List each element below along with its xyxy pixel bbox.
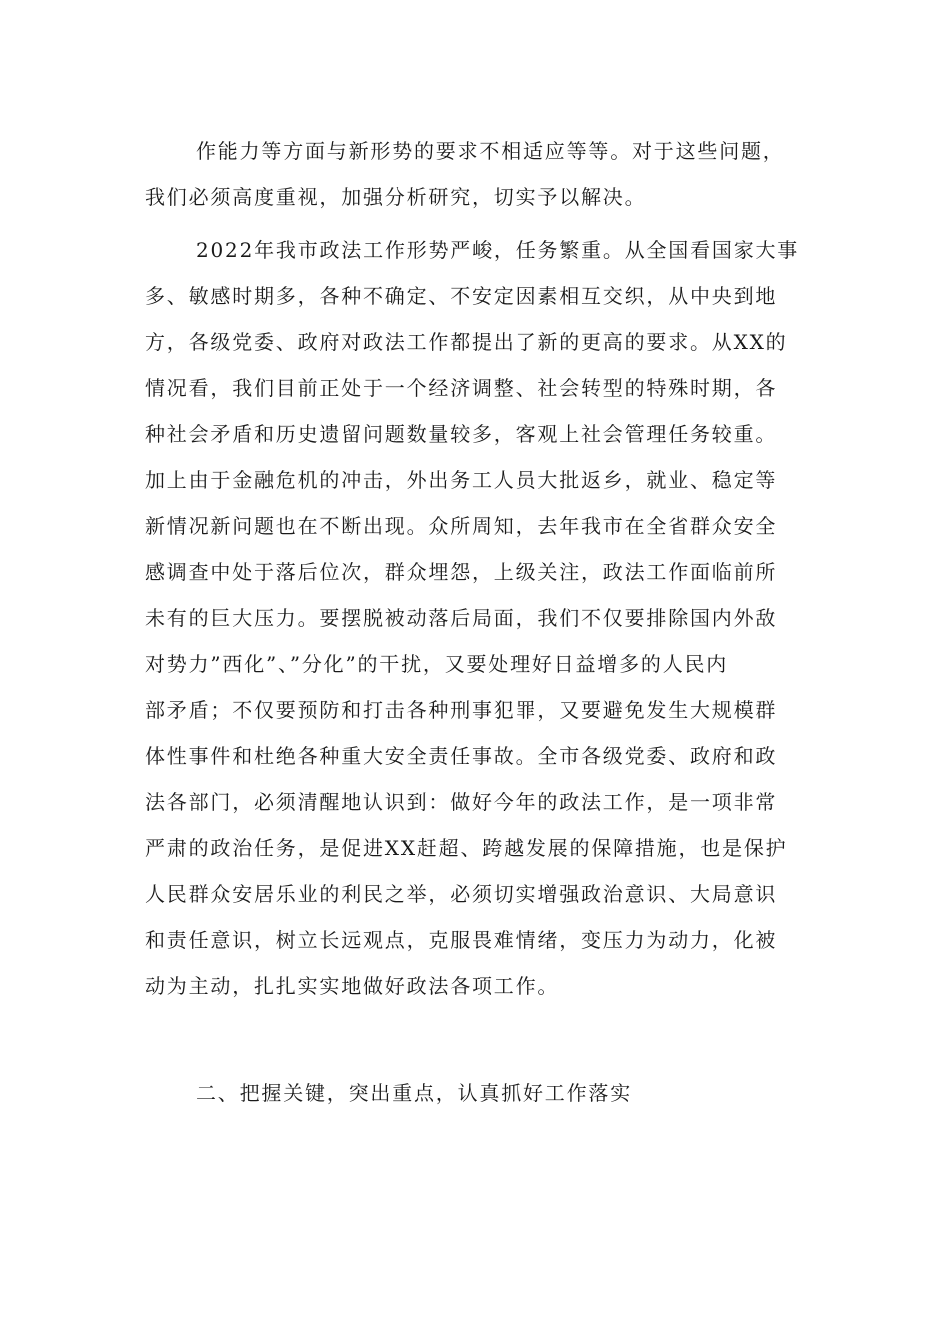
section-heading xyxy=(145,1070,815,1116)
text-line: 作能力等方面与新形势的要求不相适应等等。对于这些问题， xyxy=(196,139,785,163)
text-line: 感调查中处于落后位次，群众埋怨，上级关注，政法工作面临前所 xyxy=(145,560,778,584)
paragraph-situation xyxy=(145,227,815,1009)
text-line: 体性事件和杜绝各种重大安全责任事故。全市各级党委、政府和政 xyxy=(145,744,778,768)
text-line: 未有的巨大压力。要摆脱被动落后局面，我们不仅要排除国内外敌 xyxy=(145,606,778,630)
text-line: 人民群众安居乐业的利民之举，必须切实增强政治意识、大局意识 xyxy=(145,882,778,906)
text-line: 加上由于金融危机的冲击，外出务工人员大批返乡，就业、稳定等 xyxy=(145,468,778,492)
text-line: 动为主动，扎扎实实地做好政法各项工作。 xyxy=(145,974,560,998)
text-line: 2022年我市政法工作形势严峻，任务繁重。从全国看国家大事 xyxy=(196,238,800,262)
text-line: 情况看，我们目前正处于一个经济调整、社会转型的特殊时期，各 xyxy=(145,376,778,400)
text-line: 严肃的政治任务，是促进XX赶超、跨越发展的保障措施，也是保护 xyxy=(145,836,788,860)
text-line: 对势力”西化”、”分化”的干扰，又要处理好日益增多的人民内 xyxy=(145,652,729,676)
text-line: 我们必须高度重视，加强分析研究，切实予以解决。 xyxy=(145,185,647,209)
text-line: 新情况新问题也在不断出现。众所周知，去年我市在全省群众安全 xyxy=(145,514,778,538)
text-line: 种社会矛盾和历史遗留问题数量较多，客观上社会管理任务较重。 xyxy=(145,422,778,446)
section-heading-text: 二、把握关键，突出重点，认真抓好工作落实 xyxy=(196,1081,632,1105)
text-line: 法各部门，必须清醒地认识到：做好今年的政法工作，是一项非常 xyxy=(145,790,778,814)
text-line: 方，各级党委、政府对政法工作都提出了新的更高的要求。从XX的 xyxy=(145,330,788,354)
text-line: 和责任意识，树立长远观点，克服畏难情绪，变压力为动力，化被 xyxy=(145,928,778,952)
paragraph-continuation xyxy=(145,128,815,220)
text-line: 部矛盾；不仅要预防和打击各种刑事犯罪，又要避免发生大规模群 xyxy=(145,698,778,722)
text-line: 多、敏感时期多，各种不确定、不安定因素相互交织，从中央到地 xyxy=(145,284,778,308)
